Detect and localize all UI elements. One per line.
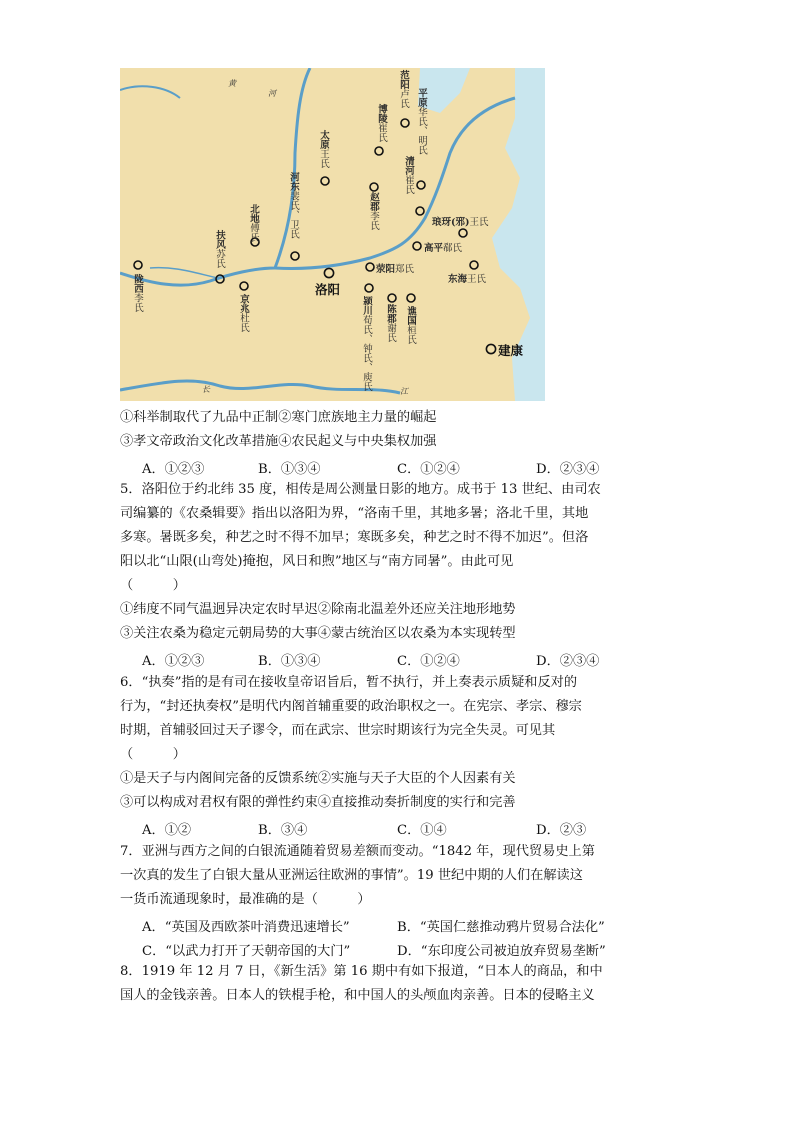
statement-line: ③关注农桑为稳定元朝局势的大事④蒙古统治区以农桑为本实现转型 — [120, 626, 516, 641]
clan-label: 平原华氏、明氏 — [416, 88, 427, 155]
clan-label: 河东裴氏、卫氏 — [288, 172, 299, 239]
question-line: 时期，首辅驳回过天子谬令，而在武宗、世宗时期该行为完全失灵。可见其 — [120, 723, 556, 738]
statement-line: ①科举制取代了九品中正制②寒门庶族地主力量的崛起 — [120, 410, 437, 425]
river-label: 河 — [268, 89, 276, 98]
option-c: C．①②④ — [397, 462, 460, 477]
question-line: 7．亚洲与西方之间的白银流通随着贸易差额而变动。“1842 年，现代贸易史上第 — [120, 844, 595, 859]
option-b: B．③④ — [258, 823, 308, 838]
option-b: B．①③④ — [258, 654, 321, 669]
river-label: 黄 — [228, 79, 236, 88]
river-label: 长 — [202, 385, 210, 394]
option-c: C．“以武力打开了天朝帝国的大门” — [142, 944, 351, 959]
option-b: B．①③④ — [258, 462, 321, 477]
clan-label: 荥阳郑氏 — [376, 264, 415, 275]
question-line: 一次真的发生了白银大量从亚洲运往欧洲的事情”。19 世纪中期的人们在解读这 — [120, 868, 583, 883]
clan-label: 扶风苏氏 — [214, 230, 225, 268]
question-line: 国人的金钱亲善。日本人的铁棍手枪，和中国人的头颅血肉亲善。日本的侵略主义 — [120, 988, 595, 1003]
statement-line: ③可以构成对君权有限的弹性约束④直接推动奏折制度的实行和完善 — [120, 795, 516, 810]
city-label: 建康 — [498, 343, 524, 358]
clan-label: 高平郗氏 — [424, 243, 463, 254]
answer-blank: （ ） — [120, 578, 186, 593]
option-a: A．①② — [142, 823, 192, 838]
river-label: 江 — [400, 387, 408, 396]
map-drawing — [120, 68, 545, 401]
question-line: 8．1919 年 12 月 7 日，《新生活》第 16 期中有如下报道，“日本人的商品，和中 — [120, 964, 603, 979]
clan-label: 陈郡谢氏 — [385, 304, 396, 342]
clan-label: 琅玡(邪)王氏 — [432, 217, 489, 228]
clan-label: 陇西李氏 — [132, 274, 143, 312]
clan-label: 范阳卢氏 — [398, 70, 409, 108]
option-c: C．①④ — [397, 823, 447, 838]
question-line: 多寒。暑既多矣，种艺之时不得不加早；寒既多矣，种艺之时不得不加迟”。但洛 — [120, 530, 589, 545]
clan-label: 太原王氏 — [318, 130, 329, 168]
option-c: C．①②④ — [397, 654, 460, 669]
question-line: 5．洛阳位于约北纬 35 度，相传是周公测量日影的地方。成书于 13 世纪、由司农 — [120, 482, 601, 497]
option-d: D．②③④ — [536, 462, 600, 477]
question-line: 一货币流通现象时，最准确的是（ ） — [120, 892, 371, 907]
question-line: 阳以北“山限(山弯处)掩抱，风日和煦”地区与“南方同暑”。由此可见 — [120, 554, 514, 569]
statement-line: ③孝文帝政治文化改革措施④农民起义与中央集权加强 — [120, 434, 437, 449]
city-label: 洛阳 — [315, 282, 341, 297]
statement-line: ①纬度不同气温迥异决定农时早迟②除南北温差外还应关注地形地势 — [120, 602, 516, 617]
option-d: D．“东印度公司被迫放弃贸易垄断” — [397, 944, 606, 959]
clan-label: 北地傅氏 — [248, 204, 259, 242]
question-line: 6．“执奏”指的是有司在接收皇帝诏旨后，暂不执行，并上奏表示质疑和反对的 — [120, 675, 578, 690]
clan-label: 赵郡李氏 — [368, 192, 379, 230]
option-a: A．“英国及西欧茶叶消费迅速增长” — [142, 920, 350, 935]
clan-label: 颍川荀氏、钟氏、庾氏 — [361, 296, 372, 391]
clan-label: 清河崔氏 — [403, 156, 414, 194]
option-a: A．①②③ — [142, 654, 205, 669]
answer-blank: （ ） — [120, 747, 186, 762]
clan-label: 谯国桓氏 — [405, 306, 416, 344]
question-line: 行为，“封还执奏权”是明代内阁首辅重要的政治职权之一。在宪宗、孝宗、穆宗 — [120, 699, 582, 714]
option-b: B．“英国仁慈推动鸦片贸易合法化” — [397, 920, 605, 935]
option-a: A．①②③ — [142, 462, 205, 477]
clan-label: 东海王氏 — [448, 274, 487, 285]
option-d: D．②③④ — [536, 654, 600, 669]
question-line: 司编纂的《农桑辑要》指出以洛阳为界，“洛南千里，其地多暑；洛北千里，其地 — [120, 506, 589, 521]
option-d: D．②③ — [536, 823, 587, 838]
statement-line: ①是天子与内阁间完备的反馈系统②实施与天子大臣的个人因素有关 — [120, 771, 516, 786]
historical-map — [120, 68, 545, 401]
clan-label: 京兆杜氏 — [238, 294, 249, 332]
clan-label: 博陵崔氏 — [376, 104, 387, 142]
